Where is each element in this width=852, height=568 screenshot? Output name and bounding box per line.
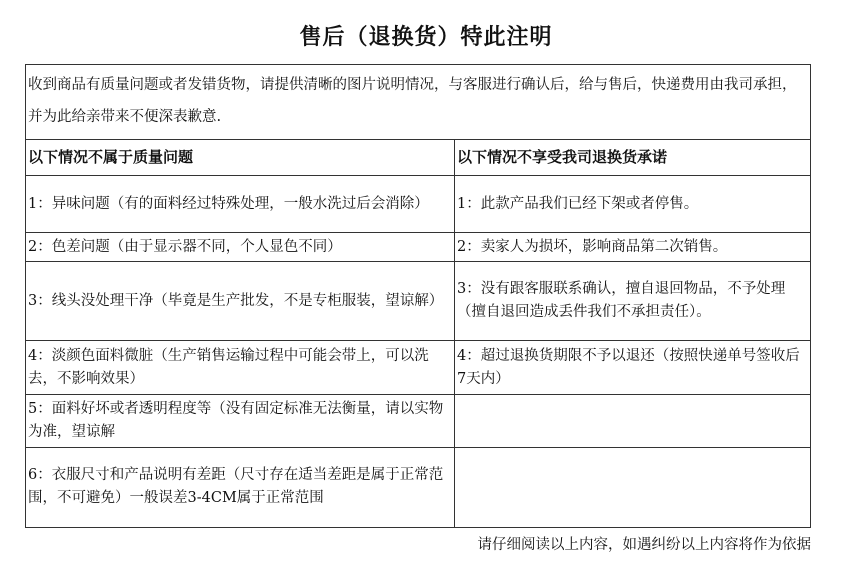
table-header-row xyxy=(26,140,810,176)
row-5-left: 5：面料好坏或者透明程度等（没有固定标准无法衡量，请以实物为准，望谅解 xyxy=(26,395,455,448)
header-not-quality-issues: 以下情况不属于质量问题 xyxy=(26,140,455,176)
footer-note: 请仔细阅读以上内容，如遇纠纷以上内容将作为依据 xyxy=(477,537,811,553)
table-row xyxy=(26,395,810,448)
policy-table xyxy=(26,140,810,527)
row-4-left: 4：淡颜色面料微脏（生产销售运输过程中可能会带上，可以洗去，不影响效果） xyxy=(26,341,455,395)
intro-text: 收到商品有质量问题或者发错货物，请提供清晰的图片说明情况，与客服进行确认后，给与售后，快递费用由我司承担，并为此给亲带来不便深表歉意. xyxy=(26,65,810,140)
row-6-right xyxy=(455,448,811,527)
row-2-left: 2：色差问题（由于显示器不同，个人显色不同） xyxy=(26,233,455,262)
policy-box xyxy=(25,64,811,528)
row-6-left: 6：衣服尺寸和产品说明有差距（尺寸存在适当差距是属于正常范围，不可避免）一般误差3-4CM属于正常范围 xyxy=(26,448,455,527)
row-1-left: 1：异味问题（有的面料经过特殊处理，一般水洗过后会消除） xyxy=(26,176,455,233)
row-1-right: 1：此款产品我们已经下架或者停售。 xyxy=(455,176,811,233)
row-2-right: 2：卖家人为损坏，影响商品第二次销售。 xyxy=(455,233,811,262)
table-row xyxy=(26,176,810,233)
table-row xyxy=(26,448,810,527)
row-3-right: 3：没有跟客服联系确认，擅自退回物品，不予处理（擅自退回造成丢件我们不承担责任）。 xyxy=(455,262,811,341)
page-title: 售后（退换货）特此注明 xyxy=(299,25,553,50)
header-no-return-cases: 以下情况不享受我司退换货承诺 xyxy=(455,140,811,176)
table-row xyxy=(26,341,810,395)
table-row xyxy=(26,262,810,341)
row-5-right xyxy=(455,395,811,448)
row-4-right: 4：超过退换货期限不予以退还（按照快递单号签收后7天内） xyxy=(455,341,811,395)
row-3-left: 3：线头没处理干净（毕竟是生产批发，不是专柜服装，望谅解） xyxy=(26,262,455,341)
table-row xyxy=(26,233,810,262)
